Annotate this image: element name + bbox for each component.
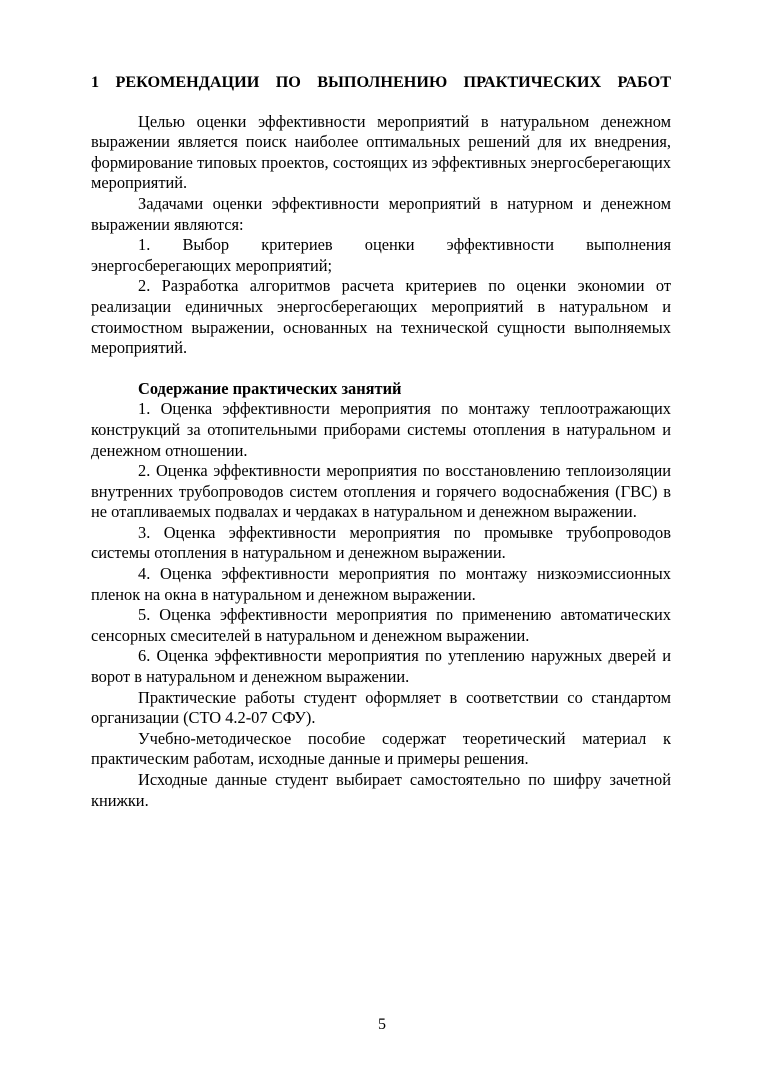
intro-paragraph: 1. Выбор критериев оценки эффективности выполнения энергосберегающих мероприятий; (91, 235, 671, 275)
content-item: 4. Оценка эффективности мероприятия по монтажу низкоэмиссионных пленок на окна в натуральном и денежном выражении. (91, 564, 671, 604)
content-item: 5. Оценка эффективности мероприятия по применению автоматических сенсорных смесителей в натуральном и денежном выражении. (91, 605, 671, 645)
document-page (91, 72, 671, 811)
page-number: 5 (378, 1016, 386, 1033)
content-item: 3. Оценка эффективности мероприятия по промывке трубопроводов системы отопления в натуральном и денежном выражении. (91, 522, 671, 563)
intro-paragraph: 2. Разработка алгоритмов расчета критериев по оценки экономии от реализации единичных энергосберегающих мероприятий в натуральном и стоимостном выражении, основанных на технической сущности выполняемых мероприятий. (91, 276, 671, 358)
content-heading: Содержание практических занятий (138, 378, 402, 398)
content-item: 6. Оценка эффективности мероприятия по утеплению наружных дверей и ворот в натуральном и денежном выражении. (91, 646, 671, 687)
content-item: 2. Оценка эффективности мероприятия по восстановлению теплоизоляции внутренних трубопроводов систем отопления и горячего водоснабжения (ГВС) в не отапливаемых подвалах и чердаках в натуральном и денежном выражении. (91, 461, 671, 522)
content-item: 1. Оценка эффективности мероприятия по монтажу теплоотражающих конструкций за отопительными приборами системы отопления в натуральном и денежном отношении. (91, 399, 671, 460)
content-item: Практические работы студент оформляет в соответствии со стандартом организации (СТО 4.2-07 СФУ). (91, 687, 671, 728)
content-item: Исходные данные студент выбирает самостоятельно по шифру зачетной книжки. (91, 770, 671, 810)
intro-paragraph: Задачами оценки эффективности мероприятий в натурном и денежном выражении являются: (91, 193, 671, 234)
section-heading: 1 РЕКОМЕНДАЦИИ ПО ВЫПОЛНЕНИЮ ПРАКТИЧЕСКИХ РАБОТ (91, 73, 671, 91)
intro-paragraph: Целью оценки эффективности мероприятий в натуральном денежном выражении является поиск наиболее оптимальных решений для их внедрения, формирование типовых проектов, состоящих из эффективных энергосберегающих мероприятий. (91, 111, 671, 193)
spacer (91, 359, 671, 379)
content-item: Учебно-методическое пособие содержат теоретический материал к практическим работам, исходные данные и примеры решения. (91, 728, 671, 769)
